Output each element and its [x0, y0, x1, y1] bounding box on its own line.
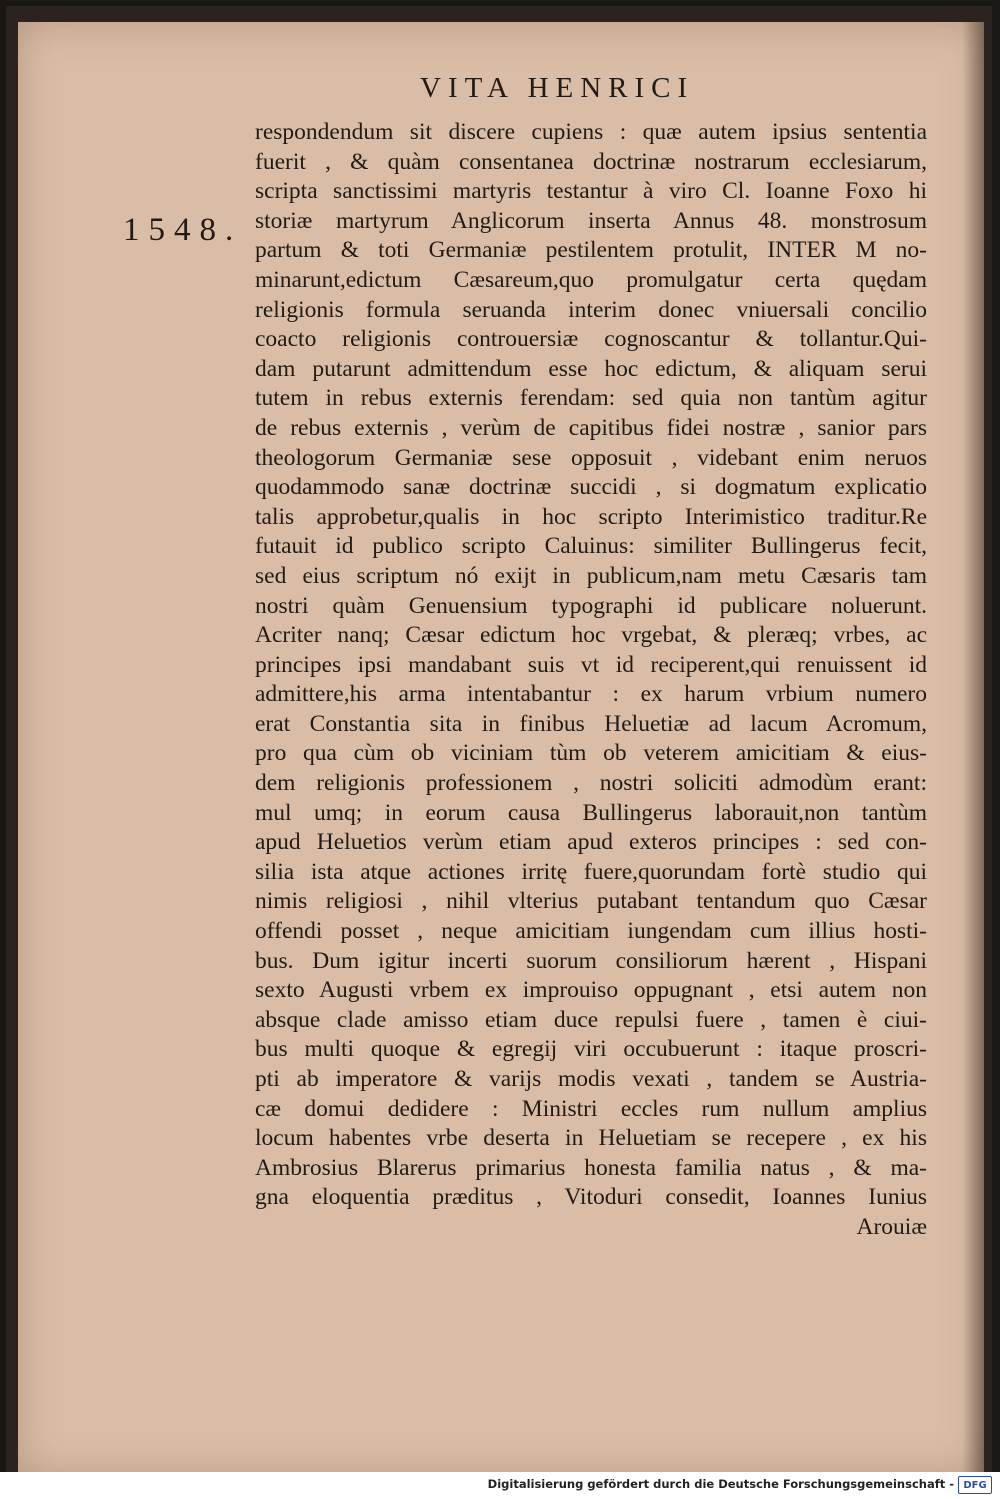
text-line: respondendum sit discere cupiens : quæ autem ipsius sententia — [255, 119, 927, 145]
text-line: bus. Dum igitur incerti suorum consiliorum hærent , Hispani — [255, 947, 927, 974]
text-line: locum habentes vrbe deserta in Heluetiam se recepere , ex his — [255, 1125, 927, 1152]
text-line: minarunt,edictum Cæsareum,quo promulgatur certa quędam — [255, 266, 927, 293]
text-line: cæ domui dedidere : Ministri eccles rum nullum amplius — [255, 1095, 927, 1122]
text-line: nimis religiosi , nihil vlterius putabant tentandum quo Cæsar — [255, 888, 927, 915]
text-line: theologorum Germaniæ sese opposuit , videbant enim neruos — [255, 444, 927, 471]
text-line: sed eius scriptum nó exijt in publicum,nam metu Cæsaris tam — [255, 562, 927, 589]
text-line: pro qua cùm ob viciniam tùm ob veterem amicitiam & eius- — [255, 740, 927, 767]
text-line: gna eloquentia præditus , Vitoduri consedit, Ioannes Iunius — [255, 1184, 927, 1211]
dfg-logo-icon: DFG — [958, 1476, 992, 1494]
text-line: principes ipsi mandabant suis vt id reciperent,qui renuissent id — [255, 651, 927, 678]
text-line: dem religionis professionem , nostri soliciti admodùm erant: — [255, 770, 927, 797]
body-text — [255, 118, 927, 1243]
marginal-year: 1548. — [123, 212, 243, 248]
text-line: religionis formula seruanda interim donec vniuersali concilio — [255, 296, 927, 323]
page-edge-shadow — [962, 22, 984, 1476]
text-line: quodammodo sanæ doctrinæ succidi , si dogmatum explicatio — [255, 474, 927, 501]
text-line: offendi posset , neque amicitiam iungendam cum illius hosti- — [255, 918, 927, 945]
text-line: tutem in rebus externis ferendam: sed quia non tantùm agitur — [255, 385, 927, 412]
text-line: erat Constantia sita in finibus Heluetiæ ad lacum Acromum, — [255, 710, 927, 737]
text-line: storiæ martyrum Anglicorum inserta Annus 48. monstrosum — [255, 207, 927, 234]
text-line: pti ab imperatore & varijs modis vexati , tandem se Austria- — [255, 1066, 927, 1092]
text-line: silia ista atque actiones irritę fuere,quorundam fortè studio qui — [255, 858, 927, 885]
text-line: nostri quàm Genuensium typographi id publicare noluerunt. — [255, 592, 927, 619]
text-line: admittere,his arma intentabantur : ex harum vrbium numero — [255, 681, 927, 708]
text-line: partum & toti Germaniæ pestilentem protulit, INTER M no- — [255, 237, 927, 264]
text-line: Arouiæ — [856, 1213, 927, 1240]
text-line: sexto Augusti vrbem ex improuiso oppugnant , etsi autem non — [255, 977, 927, 1004]
text-line: fuerit , & quàm consentanea doctrinæ nostrarum ecclesiarum, — [255, 148, 927, 175]
running-head: VITA HENRICI — [420, 72, 695, 104]
text-line: de rebus externis , verùm de capitibus fidei nostræ , sanior pars — [255, 414, 927, 441]
text-line: bus multi quoque & egregij viri occubuerunt : itaque proscri- — [255, 1036, 927, 1063]
text-line: mul umq; in eorum causa Bullingerus laborauit,non tantùm — [255, 799, 927, 826]
text-line: apud Heluetios verùm etiam apud exteros principes : sed con- — [255, 829, 927, 856]
text-line: absque clade amisso etiam duce repulsi fuere , tamen è ciui- — [255, 1006, 927, 1033]
funding-credit: Digitalisierung gefördert durch die Deutsche Forschungsgemeinschaft - — [487, 1477, 954, 1491]
text-line: dam putarunt admittendum esse hoc edictum, & aliquam serui — [255, 355, 927, 382]
text-line: Acriter nanq; Cæsar edictum hoc vrgebat, & pleræq; vrbes, ac — [255, 622, 927, 649]
text-line: futauit id publico scripto Caluinus: similiter Bullingerus fecit, — [255, 533, 927, 560]
text-line: scripta sanctissimi martyris testantur à viro Cl. Ioanne Foxo hi — [255, 178, 927, 205]
text-line: talis approbetur,qualis in hoc scripto Interimistico traditur.Re — [255, 503, 927, 530]
text-line: coacto religionis controuersiæ cognoscantur & tollantur.Qui- — [255, 326, 927, 353]
text-line: Ambrosius Blarerus primarius honesta familia natus , & ma- — [255, 1154, 927, 1181]
footer-bar — [0, 1472, 1000, 1499]
